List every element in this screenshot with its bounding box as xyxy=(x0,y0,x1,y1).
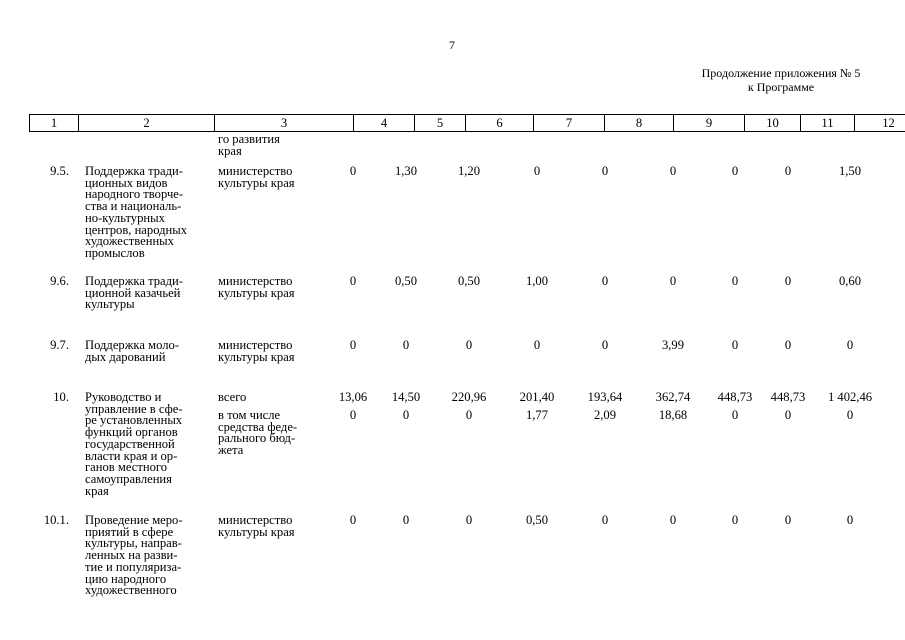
row-executor: министерство культуры края xyxy=(218,338,295,364)
value-cell: 0 xyxy=(601,274,609,288)
header-cell: 8 xyxy=(604,114,674,132)
header-cell: 2 xyxy=(78,114,215,132)
value-cell: 362,74 xyxy=(655,390,691,404)
value-cell: 0 xyxy=(349,338,357,352)
table-header-row xyxy=(29,114,905,132)
value-cell: 0,50 xyxy=(525,513,549,527)
row-executor: всего xyxy=(218,390,247,404)
value-cell: 14,50 xyxy=(391,390,421,404)
value-cell: 0 xyxy=(846,513,854,527)
value-cell: 0 xyxy=(731,164,739,178)
value-cell: 0 xyxy=(784,513,792,527)
value-cell: 0 xyxy=(349,274,357,288)
header-cell: 4 xyxy=(353,114,415,132)
value-cell: 193,64 xyxy=(587,390,623,404)
row-number: 10.1. xyxy=(43,513,69,527)
value-cell: 0 xyxy=(349,513,357,527)
value-cell: 0 xyxy=(784,164,792,178)
value-cell: 0 xyxy=(601,164,609,178)
value-cell: 1,20 xyxy=(457,164,481,178)
value-cell: 0 xyxy=(465,513,473,527)
row-name: Руководство и управление в сфе- ре установленных функций органов государственной власти края и ор- ганов местного самоуправления края xyxy=(85,390,183,498)
header-cell: 12 xyxy=(854,114,905,132)
header-cell: 9 xyxy=(673,114,745,132)
value-cell: 1,50 xyxy=(838,164,862,178)
row-number: 9.6. xyxy=(50,274,69,288)
value-cell: 0 xyxy=(846,408,854,422)
value-cell: 201,40 xyxy=(519,390,555,404)
row-number: 9.7. xyxy=(50,338,69,352)
value-cell: 0 xyxy=(465,408,473,422)
value-cell: 0 xyxy=(731,338,739,352)
value-cell: 0 xyxy=(349,164,357,178)
value-cell: 0 xyxy=(349,408,357,422)
row-name: Проведение меро- приятий в сфере культуры, направ- ленных на разви- тие и популяриза- цию народного художественного xyxy=(85,513,183,598)
value-cell: 2,09 xyxy=(593,408,617,422)
value-cell: 0 xyxy=(402,408,410,422)
value-cell: 448,73 xyxy=(717,390,753,404)
value-cell: 0 xyxy=(731,274,739,288)
value-cell: 220,96 xyxy=(451,390,487,404)
value-cell: 0 xyxy=(784,274,792,288)
header-cell: 6 xyxy=(465,114,534,132)
continuation-line-1: Продолжение приложения № 5 xyxy=(701,66,861,80)
continuation-label xyxy=(690,66,872,94)
row-executor: министерство культуры края xyxy=(218,513,295,539)
carry-over-text: го развития края xyxy=(218,132,280,158)
header-cell: 11 xyxy=(800,114,855,132)
continuation-line-2: к Программе xyxy=(747,80,815,94)
header-cell: 10 xyxy=(744,114,801,132)
value-cell: 0 xyxy=(669,274,677,288)
value-cell: 0 xyxy=(402,513,410,527)
value-cell: 13,06 xyxy=(338,390,368,404)
value-cell: 0 xyxy=(533,338,541,352)
value-cell: 0 xyxy=(846,338,854,352)
value-cell: 0 xyxy=(601,513,609,527)
value-cell: 0 xyxy=(731,408,739,422)
value-cell: 1 402,46 xyxy=(827,390,873,404)
value-cell: 0 xyxy=(465,338,473,352)
row-name: Поддержка моло- дых дарований xyxy=(85,338,179,364)
value-cell: 448,73 xyxy=(770,390,806,404)
value-cell: 0 xyxy=(669,513,677,527)
header-cell: 7 xyxy=(533,114,605,132)
row-executor: в том числе средства феде- рального бюд- жета xyxy=(218,408,298,458)
value-cell: 0 xyxy=(731,513,739,527)
value-cell: 0 xyxy=(601,338,609,352)
row-executor: министерство культуры края xyxy=(218,274,295,300)
value-cell: 1,00 xyxy=(525,274,549,288)
value-cell: 18,68 xyxy=(658,408,688,422)
value-cell: 0 xyxy=(402,338,410,352)
value-cell: 1,30 xyxy=(394,164,418,178)
row-name: Поддержка тради- ционных видов народного творче- ства и националь- но-культурных центров, народных художественных промыслов xyxy=(85,164,188,260)
row-name: Поддержка тради- ционной казачьей культуры xyxy=(85,274,183,312)
value-cell: 0 xyxy=(784,338,792,352)
value-cell: 0,50 xyxy=(394,274,418,288)
value-cell: 0 xyxy=(784,408,792,422)
row-executor: министерство культуры края xyxy=(218,164,295,190)
row-number: 9.5. xyxy=(50,164,69,178)
value-cell: 0,50 xyxy=(457,274,481,288)
value-cell: 1,77 xyxy=(525,408,549,422)
value-cell: 0,60 xyxy=(838,274,862,288)
value-cell: 0 xyxy=(669,164,677,178)
value-cell: 3,99 xyxy=(661,338,685,352)
page-number: 7 xyxy=(449,38,455,52)
header-cell: 5 xyxy=(414,114,466,132)
header-cell: 1 xyxy=(29,114,79,132)
header-cell: 3 xyxy=(214,114,354,132)
row-number: 10. xyxy=(53,390,69,404)
value-cell: 0 xyxy=(533,164,541,178)
